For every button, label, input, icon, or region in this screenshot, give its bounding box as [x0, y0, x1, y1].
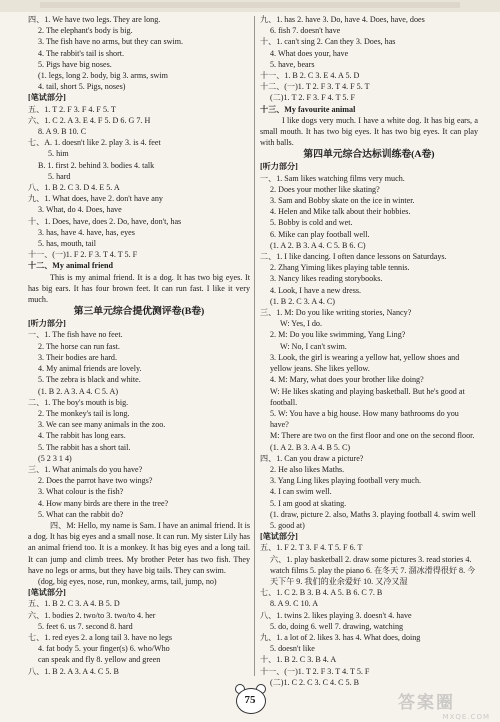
right-answer-line: 2. Zhang Yiming likes playing table tennis. [270, 263, 410, 273]
top-header-strip [0, 0, 500, 12]
left-answer-line: 4. The rabbit's tail is short. [38, 48, 125, 58]
left-answer-line: 5. feet 6. us 7. second 8. hard [38, 621, 133, 631]
left-answer-line: 2. The horse can run fast. [38, 341, 120, 351]
left-answer-line: 五、1. B 2. C 3. A 4. B 5. D [28, 599, 120, 609]
left-answer-line: [笔试部分] [28, 588, 66, 598]
right-answer-line: [笔试部分] [260, 532, 298, 542]
right-answer-line: 十一、1. B 2. C 3. E 4. A 5. D [260, 71, 360, 81]
right-answer-line: 6. Mike can play football well. [270, 229, 370, 239]
right-answer-line: (1. draw, picture 2. also, Maths 3. playing football 4. swim well 5. good at) [270, 509, 476, 530]
right-answer-line: 4. Look, I have a new dress. [270, 285, 362, 295]
left-answer-line: 七、A. 1. doesn't like 2. play 3. is 4. feet [28, 138, 161, 148]
right-column [260, 14, 478, 688]
left-answer-line: 十一、(一)1. F 2. F 3. T 4. T 5. F [28, 250, 138, 260]
right-answer-line: 5. Bobby is cold and wet. [270, 218, 353, 228]
left-answer-line: 五、1. T 2. F 3. F 4. F 5. T [28, 104, 116, 114]
watermark-logo [398, 688, 490, 721]
left-answer-line: 5. has, mouth, tail [38, 239, 96, 249]
right-answer-line: 2. Does your mother like skating? [270, 184, 380, 194]
left-answer-line: (dog, big eyes, nose, run, monkey, arms, tail, jump, no) [38, 576, 217, 586]
right-answer-line: 一、1. Sam likes watching films very much. [260, 173, 405, 183]
left-answer-line: 3. What colour is the fish? [38, 487, 124, 497]
right-answer-line: 五、1. F 2. T 3. F 4. T 5. F 6. T [260, 543, 363, 553]
left-answer-line: 5. hard [48, 171, 71, 181]
left-answer-line: 3. has, have 4. have, has, eyes [38, 227, 135, 237]
right-answer-line: (1. A 2. B 3. A 4. B 5. C) [270, 442, 351, 452]
left-answer-line: can speak and fly 8. yellow and green [38, 655, 161, 665]
right-answer-line: 十三、My favourite animal [260, 104, 356, 114]
right-answer-line: 4. I can swim well. [270, 487, 332, 497]
left-answer-line: (5 2 3 1 4) [38, 453, 72, 463]
page-number: 75 [244, 694, 256, 706]
right-answer-line: 四、1. Can you draw a picture? [260, 453, 364, 463]
left-answer-line: 4. tail, short 5. Pigs, noses) [38, 82, 126, 92]
right-answer-line: 六、1. play basketball 2. draw some pictures 3. read stories 4. watch films 5. play the piano 6. 在冬天 7. 溜冰滑得很好 8. 今天下午 9. 我们的业余爱好 10. 又冷又湿 [270, 554, 476, 586]
left-answer-line: This is my animal friend. It is a dog. It has two big eyes. It has big ears. It has four brown feet. It can run fast. I like it very much. [28, 272, 250, 305]
right-answer-line: (1. A 2. B 3. A 4. C 5. B 6. C) [270, 240, 366, 250]
left-answer-line: (1. B 2. A 3. A 4. C 5. A) [38, 386, 119, 396]
left-answer-line: 十二、My animal friend [28, 261, 113, 271]
right-answer-line: W: He likes skating and playing basketball. But he's good at football. [270, 386, 465, 407]
left-answer-line: 4. How many birds are there in the tree? [38, 498, 169, 508]
left-answer-line: 2. Does the parrot have two wings? [38, 476, 153, 486]
left-answer-line: B. 1. first 2. behind 3. bodies 4. talk [38, 160, 155, 170]
left-answer-line: 3. The fish have no arms, but they can swim. [38, 37, 184, 47]
right-answer-line: 8. A 9. C 10. A [270, 599, 319, 609]
page-number-badge [230, 684, 270, 714]
right-answer-line: 4. M: Mary, what does your brother like doing? [270, 375, 424, 385]
left-answer-line: 5. The zebra is black and white. [38, 375, 141, 385]
left-answer-line: 十、1. Does, have, does 2. Do, have, don't, has [28, 216, 182, 226]
left-answer-line: 七、1. red eyes 2. a long tail 3. have no legs [28, 632, 173, 642]
right-answer-line: 6. fish 7. doesn't have [270, 26, 341, 36]
left-answer-line: 八、1. B 2. A 3. A 4. C 5. B [28, 666, 119, 676]
left-answer-line: 八、1. B 2. C 3. D 4. E 5. A [28, 183, 120, 193]
left-answer-line: 二、1. The boy's mouth is big. [28, 397, 129, 407]
right-answer-line: 4. What does your, have [270, 48, 349, 58]
left-answer-line: 8. A 9. B 10. C [38, 127, 87, 137]
right-answer-line: W: No, I can't swim. [280, 341, 347, 351]
left-answer-line: 2. The elephant's body is big. [38, 26, 133, 36]
column-divider [254, 16, 255, 676]
left-answer-line: 四、M: Hello, my name is Sam. I have an animal friend. It is a dog. It has big eyes and a small nose. It can run. My sister Lily has an animal friend too. It is a monkey. It has big eyes and a long tail. It can jump and climb trees. My brother Peter has two fish. They have no legs or arms, but they have big tails. They can swim. [28, 520, 250, 575]
right-answer-line: 十、1. B 2. C 3. B 4. A [260, 655, 337, 665]
right-answer-line: [听力部分] [260, 162, 298, 172]
right-answer-line: (二)1. T 2. F 3. F 4. T 5. F [270, 93, 355, 103]
left-answer-line: 3. What, do 4. Does, have [38, 205, 122, 215]
left-answer-line: 4. The rabbit has long ears. [38, 431, 126, 441]
right-answer-line: I like dogs very much. I have a white dog. It has big ears, a small mouth. It has two big eyes. It has two big eyes. It can play with balls. [260, 115, 478, 148]
left-answer-line: [笔试部分] [28, 93, 66, 103]
right-answer-line: 5. doesn't like [270, 644, 315, 654]
right-answer-line: (1. B 2. C 3. A 4. C) [270, 296, 335, 306]
right-answer-line: 3. Sam and Bobby skate on the ice in winter. [270, 196, 415, 206]
right-answer-line: 2. M: Do you like swimming, Yang Ling? [270, 330, 406, 340]
watermark-main-text: 答案圈 [398, 693, 455, 713]
left-answer-line: 4. fat body 5. your finger(s) 6. who/Who [38, 644, 170, 654]
right-answer-line: 十一、(一)1. T 2. F 3. T 4. T 5. F [260, 666, 370, 676]
left-column [28, 14, 250, 677]
right-answer-line: 十二、(一)1. T 2. F 3. T 4. F 5. T [260, 82, 370, 92]
right-answer-line: 九、1. has 2. have 3. Do, have 4. Does, have, does [260, 15, 425, 24]
left-answer-line: 5. What can the rabbit do? [38, 509, 124, 519]
right-answer-line: 二、1. I like dancing. I often dance lessons on Saturdays. [260, 252, 447, 262]
right-answer-line: 3. Nancy likes reading storybooks. [270, 274, 383, 284]
left-answer-line: 3. Their bodies are hard. [38, 352, 117, 362]
right-answer-line: 5. do, doing 6. well 7. drawing, watching [270, 621, 404, 631]
right-answer-line: 3. Look, the girl is wearing a yellow hat, yellow shoes and yellow jeans. She likes yellow. [270, 352, 460, 374]
left-answer-line: 2. The monkey's tail is long. [38, 408, 130, 418]
right-answer-line: (二)1. C 2. C 3. C 4. C 5. B [270, 677, 360, 687]
left-answer-line: [听力部分] [28, 319, 66, 329]
watermark-sub-text: MXQE.COM [442, 713, 490, 721]
right-answer-line: M: There are two on the first floor and one on the second floor. [270, 431, 475, 441]
right-answer-line: 三、1. M: Do you like writing stories, Nancy? [260, 308, 412, 318]
right-answer-line: 5. have, bears [270, 59, 315, 69]
left-answer-line: 3. We can see many animals in the zoo. [38, 420, 166, 430]
right-answer-line: 九、1. a lot of 2. likes 3. has 4. What does, doing [260, 632, 421, 642]
left-answer-line: 九、1. What does, have 2. don't have any [28, 194, 163, 204]
left-answer-line: 5. Pigs have big noses. [38, 59, 112, 69]
right-answer-line: 十、1. can't sing 2. Can they 3. Does, has [260, 37, 396, 47]
left-answer-line: 5. The rabbit has a short tail. [38, 442, 131, 452]
right-answer-line: 2. He also likes Maths. [270, 464, 345, 474]
right-answer-line: 5. I am good at skating. [270, 498, 347, 508]
right-answer-line: 第四单元综合达标训练卷(A卷) [303, 149, 435, 161]
right-answer-line: W: Yes, I do. [280, 319, 322, 329]
right-answer-line: 5. W: You have a big house. How many bathrooms do you have? [270, 408, 459, 430]
right-answer-line: 4. Helen and Mike talk about their hobbies. [270, 207, 411, 217]
left-answer-line: (1. legs, long 2. body, big 3. arms, swim [38, 71, 168, 81]
right-answer-line: 3. Yang Ling likes playing football very much. [270, 476, 422, 486]
left-answer-line: 三、1. What animals do you have? [28, 464, 143, 474]
left-answer-line: 六、1. C 2. A 3. E 4. F 5. D 6. G 7. H [28, 115, 151, 125]
left-answer-line: 第三单元综合提优测评卷(B卷) [73, 306, 205, 318]
left-answer-line: 六、1. bodies 2. two/to 3. two/to 4. her [28, 610, 156, 620]
left-answer-line: 4. My animal friends are lovely. [38, 364, 142, 374]
left-answer-line: 一、1. The fish have no feet. [28, 330, 123, 340]
right-answer-line: 七、1. C 2. B 3. B 4. A 5. B 6. C 7. B [260, 588, 383, 598]
left-answer-line: 四、1. We have two legs. They are long. [28, 15, 161, 24]
left-answer-line: 5. him [48, 149, 69, 159]
right-answer-line: 八、1. twins 2. likes playing 3. doesn't 4. have [260, 610, 412, 620]
